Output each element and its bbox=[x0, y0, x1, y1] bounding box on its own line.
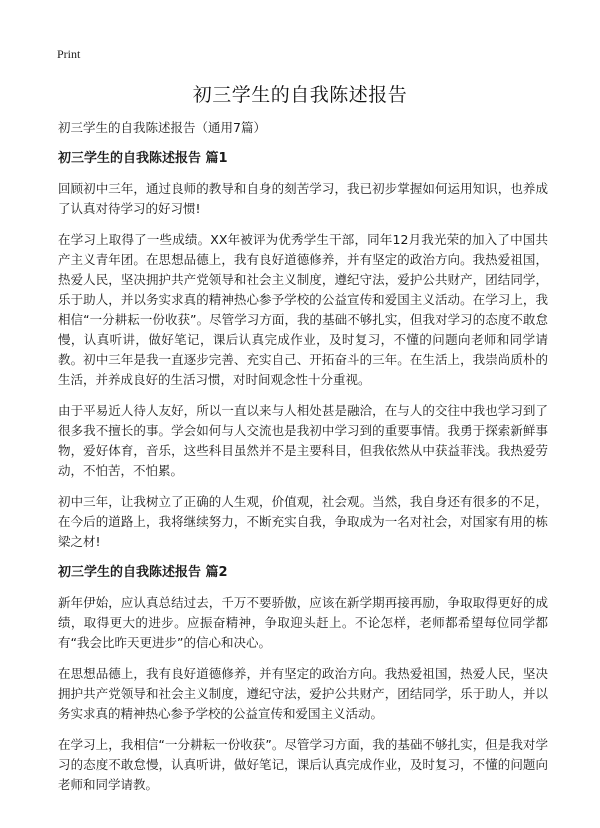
document-body bbox=[58, 118, 548, 806]
document-title: 初三学生的自我陈述报告 bbox=[192, 84, 408, 106]
print-link[interactable]: Print bbox=[57, 47, 81, 61]
paragraph: 在思想品德上，我有良好道德修养，并有坚定的政治方向。我热爱祖国，热爱人民，坚决拥护共产党领导和社会主义制度，遵纪守法，爱护公共财产，团结同学，乐于助人，并以务实求真的精神热心参予学校的公益宣传和爱国主义活动。 bbox=[58, 666, 548, 721]
section-1 bbox=[58, 149, 548, 552]
section-2 bbox=[58, 563, 548, 795]
paragraph: 由于平易近人待人友好，所以一直以来与人相处甚是融洽，在与人的交往中我也学习到了很多我不擅长的事。学会如何与人交流也是我初中学习到的重要事情。我勇于探索新鲜事物，爱好体育，音乐，这些科目虽然并不是主要科目，但我依然从中获益菲浅。我热爱劳动，不怕苦，不怕累。 bbox=[58, 403, 548, 478]
section-heading: 初三学生的自我陈述报告 篇1 bbox=[58, 151, 228, 166]
paragraph: 在学习上，我相信“一分耕耘一份收获”。尽管学习方面，我的基础不够扎实，但是我对学习的态度不敢怠慢，认真听讲，做好笔记，课后认真完成作业，及时复习，不懂的问题向老师和同学请教。 bbox=[58, 737, 548, 792]
document-subtitle: 初三学生的自我陈述报告（通用7篇） bbox=[58, 120, 266, 135]
paragraph: 新年伊始，应认真总结过去，千万不要骄傲，应该在新学期再接再励，争取取得更好的成绩，取得更大的进步。应振奋精神，争取迎头赶上。不论怎样，老师都希望每位同学都有“我会比昨天更进步”的信心和决心。 bbox=[58, 595, 548, 650]
section-heading: 初三学生的自我陈述报告 篇2 bbox=[58, 565, 228, 580]
paragraph: 在学习上取得了一些成绩。XX年被评为优秀学生干部，同年12月我光荣的加入了中国共产主义青年团。在思想品德上，我有良好道德修养，并有坚定的政治方向。我热爱祖国，热爱人民，坚决拥护共产党领导和社会主义制度，遵纪守法，爱护公共财产，团结同学，乐于助人，并以务实求真的精神热心参予学校的公益宣传和爱国主义活动。在学习上，我相信“一分耕耘一份收获”。尽管学习方面，我的基础不够扎实，但我对学习的态度不敢怠慢，认真听讲，做好笔记，课后认真完成作业，及时复习，不懂的问题向老师和同学请教。初中三年是我一直逐步完善、充实自己、开拓奋斗的三年。在生活上，我崇尚质朴的生活，并养成良好的生活习惯，对时间观念性十分重视。 bbox=[58, 232, 548, 387]
paragraph: 初中三年，让我树立了正确的人生观，价值观，社会观。当然，我自身还有很多的不足，在今后的道路上，我将继续努力，不断充实自我，争取成为一名对社会，对国家有用的栋梁之材! bbox=[58, 494, 548, 549]
paragraph: 回顾初中三年，通过良师的教导和自身的刻苦学习，我已初步掌握如何运用知识，也养成了认真对待学习的好习惯! bbox=[58, 181, 548, 216]
